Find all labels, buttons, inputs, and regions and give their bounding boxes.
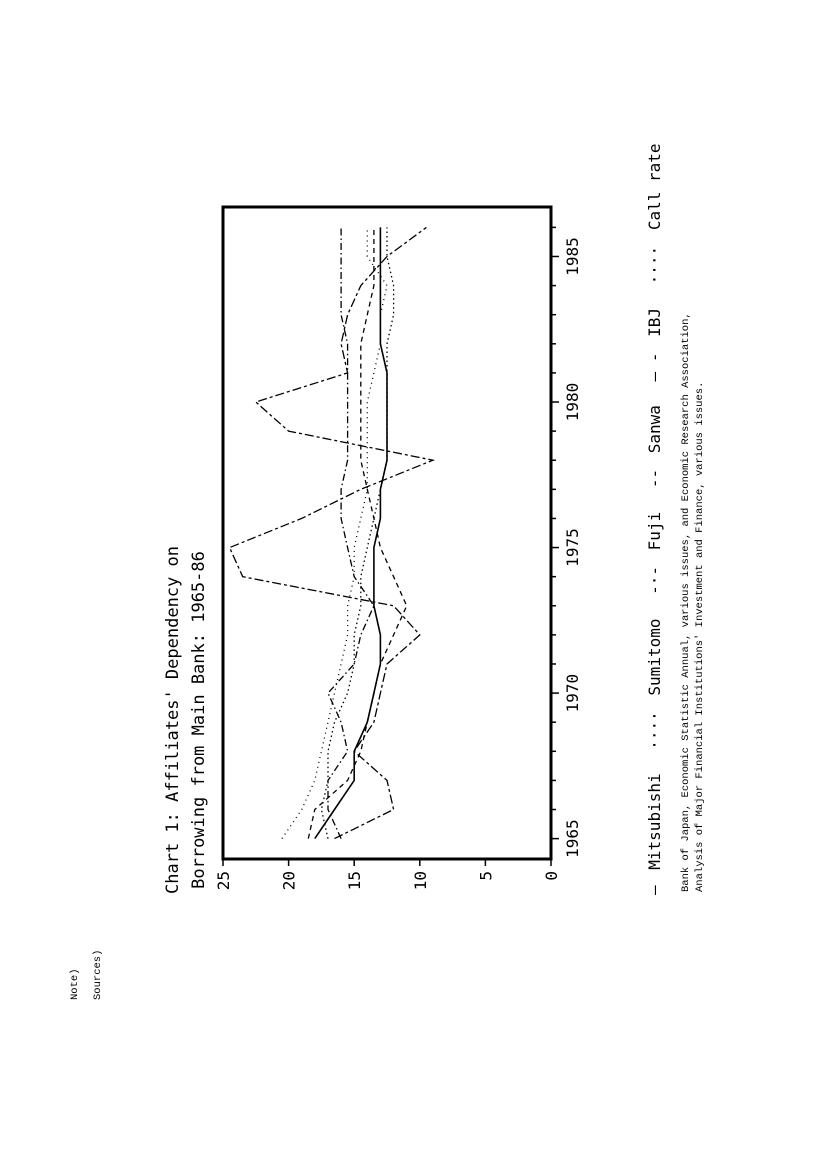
chart-subtitle: Borrowing from Main Bank: 1965-86: [189, 551, 209, 889]
year-tick-label: 1970: [563, 673, 582, 713]
series-line-mitsubishi: [315, 227, 387, 838]
chart-title: Chart 1: Affiliates' Dependency on: [163, 546, 183, 894]
tick-layer: [214, 227, 582, 890]
year-tick-label-group: [563, 383, 582, 422]
sources-line-1: Bank of Japan, Economic Statistic Annual, various issues, and Economic Research Association,: [680, 312, 692, 892]
value-tick-label-group: [542, 871, 561, 881]
year-tick-label: 1975: [563, 528, 582, 567]
legend-label-call-rate: Call rate: [645, 143, 664, 231]
sources-label-group: [92, 950, 104, 1000]
legend-marker-mitsubishi: —: [645, 885, 664, 895]
legend-marker-call-rate: ····: [645, 245, 664, 285]
value-tick-label: 25: [214, 871, 233, 891]
legend-marker-sanwa: --: [645, 468, 664, 489]
value-tick-label: 0: [542, 871, 561, 881]
sources-label: Sources): [92, 949, 104, 1000]
year-tick-label-group: [563, 674, 582, 713]
value-tick-label-group: [345, 871, 364, 890]
note-label-group: [69, 968, 81, 1000]
legend-marker-sumitomo: ····: [645, 711, 664, 750]
legend-label-sumitomo: Sumitomo: [645, 618, 664, 696]
year-tick-label: 1965: [563, 819, 582, 858]
sources-line-2: Analysis of Major Financial Institutions' Investment and Finance, various issues.: [694, 381, 706, 892]
legend: [645, 143, 664, 895]
value-tick-label-group: [476, 871, 495, 881]
series-layer: [230, 227, 433, 838]
legend-marker-ibj: — -: [645, 352, 664, 382]
value-tick-label-group: [280, 871, 299, 890]
value-tick-label-group: [411, 871, 430, 890]
legend-label-ibj: IBJ: [645, 307, 664, 337]
note-label: Note): [69, 968, 81, 1000]
year-tick-label-group: [563, 237, 582, 276]
chart-title-group: [163, 546, 209, 894]
legend-marker-fuji: -·-: [645, 565, 664, 595]
value-tick-label: 10: [410, 871, 430, 891]
value-tick-label: 20: [279, 871, 299, 891]
value-tick-label-group: [214, 871, 233, 890]
value-tick-label: 5: [476, 871, 496, 881]
value-tick-label: 15: [345, 871, 365, 891]
series-line-fuji: [328, 227, 374, 838]
series-line-ibj: [230, 227, 433, 838]
legend-label-mitsubishi: Mitsubishi: [645, 773, 664, 870]
sources-group: [680, 312, 706, 892]
legend-text: [645, 143, 664, 895]
plot-frame: [223, 207, 551, 859]
legend-label-sanwa: Sanwa: [645, 405, 664, 454]
year-tick-label-group: [563, 528, 582, 567]
year-tick-label: 1985: [563, 237, 582, 276]
legend-label-fuji: Fuji: [645, 511, 664, 551]
series-line-call-rate: [282, 227, 387, 838]
year-tick-label: 1980: [563, 382, 582, 422]
year-tick-label-group: [563, 819, 582, 858]
